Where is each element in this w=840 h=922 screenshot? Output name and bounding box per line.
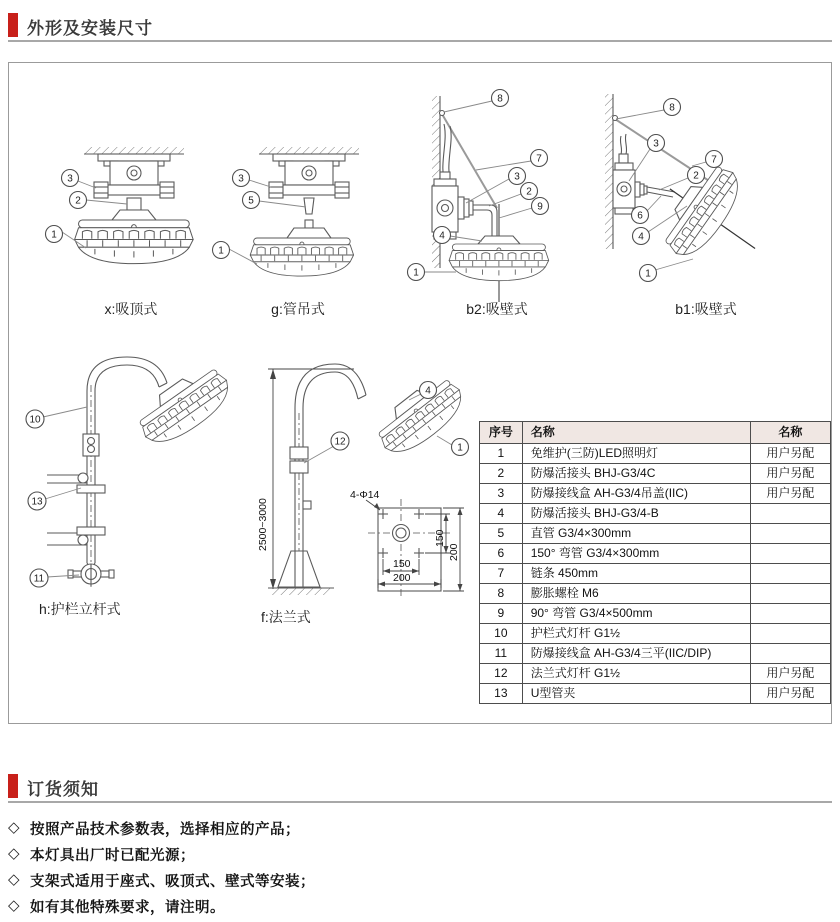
table-cell: 5 bbox=[480, 524, 523, 544]
table-row bbox=[480, 484, 831, 504]
table-cell bbox=[750, 544, 830, 564]
diagram-panel bbox=[8, 62, 832, 724]
callout-13 bbox=[28, 488, 81, 510]
diamond-bullet: ◇ bbox=[8, 845, 21, 862]
table-cell bbox=[750, 604, 830, 624]
svg-text:3: 3 bbox=[653, 138, 659, 150]
table-cell: U型管夹 bbox=[522, 684, 750, 704]
svg-text:4: 4 bbox=[425, 385, 431, 397]
table-cell bbox=[750, 524, 830, 544]
table-cell: 用户另配 bbox=[750, 484, 830, 504]
dim-200-bottom: 200 bbox=[393, 572, 411, 584]
dim-flange-holes: 4-Φ14 bbox=[350, 489, 380, 501]
svg-text:2: 2 bbox=[526, 186, 532, 198]
svg-text:10: 10 bbox=[29, 414, 41, 426]
diamond-bullet: ◇ bbox=[8, 819, 21, 836]
table-cell bbox=[750, 644, 830, 664]
table-row bbox=[480, 524, 831, 544]
red-accent-bar bbox=[8, 13, 18, 37]
caption-b2: b2:吸壁式 bbox=[466, 301, 528, 317]
order-note-text: 按照产品技术参数表，选择相应的产品； bbox=[30, 822, 300, 838]
svg-text:4: 4 bbox=[638, 231, 644, 243]
red-accent-bar bbox=[8, 774, 18, 798]
table-cell: 2 bbox=[480, 464, 523, 484]
table-cell bbox=[750, 584, 830, 604]
dim-150-bottom: 150 bbox=[393, 558, 411, 570]
callout-1 bbox=[213, 242, 258, 265]
svg-text:1: 1 bbox=[457, 442, 463, 454]
table-cell: 防爆活接头 BHJ-G3/4C bbox=[522, 464, 750, 484]
caption-b1: b1:吸壁式 bbox=[675, 301, 737, 317]
svg-text:7: 7 bbox=[711, 154, 717, 166]
svg-text:3: 3 bbox=[67, 173, 73, 185]
svg-text:6: 6 bbox=[637, 210, 643, 222]
table-cell: 防爆接线盒 AH-G3/4三平(IIC/DIP) bbox=[522, 644, 750, 664]
table-row bbox=[480, 444, 831, 464]
svg-text:4: 4 bbox=[439, 230, 445, 242]
table-row bbox=[480, 504, 831, 524]
svg-text:11: 11 bbox=[33, 573, 45, 585]
callout-7 bbox=[692, 151, 723, 168]
svg-text:13: 13 bbox=[31, 496, 43, 508]
order-notes-list bbox=[8, 818, 828, 922]
diamond-bullet: ◇ bbox=[8, 897, 21, 914]
caption-g: g:管吊式 bbox=[271, 301, 325, 317]
table-row bbox=[480, 584, 831, 604]
drawing-f-flange-pole bbox=[254, 333, 479, 618]
svg-text:1: 1 bbox=[218, 245, 224, 257]
callout-3 bbox=[466, 168, 526, 204]
svg-text:3: 3 bbox=[238, 173, 244, 185]
table-cell: 9 bbox=[480, 604, 523, 624]
table-cell: 膨胀螺栓 M6 bbox=[522, 584, 750, 604]
table-cell: 4 bbox=[480, 504, 523, 524]
table-row bbox=[480, 564, 831, 584]
table-cell: 用户另配 bbox=[750, 664, 830, 684]
callout-6 bbox=[632, 196, 662, 224]
callout-12 bbox=[304, 432, 349, 463]
drawing-b2-wall-mount bbox=[404, 86, 614, 331]
drawing-x-ceiling-mount bbox=[34, 88, 219, 303]
diamond-bullet: ◇ bbox=[8, 871, 21, 888]
drawing-h-guardrail-pole bbox=[21, 335, 261, 605]
table-cell: 12 bbox=[480, 664, 523, 684]
table-cell: 用户另配 bbox=[750, 464, 830, 484]
table-header: 序号 bbox=[480, 422, 523, 444]
table-cell bbox=[750, 504, 830, 524]
table-cell: 用户另配 bbox=[750, 444, 830, 464]
callout-8 bbox=[444, 90, 509, 113]
table-cell bbox=[750, 624, 830, 644]
table-row bbox=[480, 464, 831, 484]
svg-text:8: 8 bbox=[497, 93, 503, 105]
svg-text:1: 1 bbox=[51, 229, 57, 241]
table-cell: 150° 弯管 G3/4×300mm bbox=[522, 544, 750, 564]
table-row bbox=[480, 644, 831, 664]
table-cell: 90° 弯管 G3/4×500mm bbox=[522, 604, 750, 624]
svg-text:2: 2 bbox=[75, 195, 81, 207]
svg-text:2: 2 bbox=[693, 170, 699, 182]
dim-200-right: 200 bbox=[448, 543, 460, 561]
callout-9 bbox=[499, 198, 549, 219]
svg-text:1: 1 bbox=[645, 268, 651, 280]
svg-text:1: 1 bbox=[413, 267, 419, 279]
table-row bbox=[480, 604, 831, 624]
drawing-b1-wall-mount bbox=[599, 86, 824, 331]
table-cell: 13 bbox=[480, 684, 523, 704]
callout-3 bbox=[233, 170, 272, 188]
caption-f: f:法兰式 bbox=[261, 609, 311, 625]
table-cell: 10 bbox=[480, 624, 523, 644]
order-note-item bbox=[8, 870, 828, 896]
svg-text:9: 9 bbox=[537, 201, 543, 213]
table-cell: 1 bbox=[480, 444, 523, 464]
table-cell: 7 bbox=[480, 564, 523, 584]
order-note-item bbox=[8, 818, 828, 844]
table-row bbox=[480, 664, 831, 684]
table-cell: 链条 450mm bbox=[522, 564, 750, 584]
callout-1 bbox=[640, 259, 694, 282]
dim-pole-height: 2500~3000 bbox=[257, 498, 269, 551]
table-cell: 11 bbox=[480, 644, 523, 664]
callout-1 bbox=[437, 436, 469, 456]
section-dims-header bbox=[8, 12, 832, 42]
callout-7 bbox=[476, 150, 548, 171]
order-note-item bbox=[8, 896, 828, 922]
table-cell: 3 bbox=[480, 484, 523, 504]
parts-table bbox=[479, 421, 831, 704]
svg-text:5: 5 bbox=[248, 195, 254, 207]
table-cell: 护栏式灯杆 G1½ bbox=[522, 624, 750, 644]
table-cell: 直管 G3/4×300mm bbox=[522, 524, 750, 544]
callout-8 bbox=[616, 99, 681, 120]
table-row bbox=[480, 624, 831, 644]
table-cell: 防爆接线盒 AH-G3/4吊盖(IIC) bbox=[522, 484, 750, 504]
order-note-text: 如有其他特殊要求，请注明。 bbox=[30, 900, 225, 916]
svg-text:12: 12 bbox=[334, 436, 346, 448]
table-header: 名称 bbox=[750, 422, 830, 444]
table-cell: 免维护(三防)LED照明灯 bbox=[522, 444, 750, 464]
table-cell: 法兰式灯杆 G1½ bbox=[522, 664, 750, 684]
drawing-g-pipe-mount bbox=[209, 88, 394, 303]
order-note-text: 支架式适用于座式、吸顶式、壁式等安装； bbox=[30, 874, 315, 890]
caption-x: x:吸顶式 bbox=[104, 301, 158, 317]
table-cell: 防爆活接头 BHJ-G3/4-B bbox=[522, 504, 750, 524]
table-row bbox=[480, 684, 831, 704]
callout-1 bbox=[408, 264, 457, 281]
order-note-item bbox=[8, 844, 828, 870]
dim-150-right: 150 bbox=[434, 529, 446, 547]
section-order-header bbox=[8, 773, 832, 803]
svg-text:7: 7 bbox=[536, 153, 542, 165]
caption-h: h:护栏立杆式 bbox=[39, 601, 121, 617]
table-cell: 6 bbox=[480, 544, 523, 564]
svg-text:8: 8 bbox=[669, 102, 675, 114]
table-cell: 8 bbox=[480, 584, 523, 604]
table-header: 名称 bbox=[522, 422, 750, 444]
svg-text:3: 3 bbox=[514, 171, 520, 183]
table-cell bbox=[750, 564, 830, 584]
order-note-text: 本灯具出厂时已配光源； bbox=[30, 848, 195, 864]
flange-plate-detail bbox=[350, 489, 464, 599]
callout-3 bbox=[62, 170, 97, 189]
section-title: 外形及安装尺寸 bbox=[27, 19, 153, 38]
table-cell: 用户另配 bbox=[750, 684, 830, 704]
callout-10 bbox=[26, 407, 87, 428]
section-title: 订货须知 bbox=[27, 780, 99, 799]
table-row bbox=[480, 544, 831, 564]
